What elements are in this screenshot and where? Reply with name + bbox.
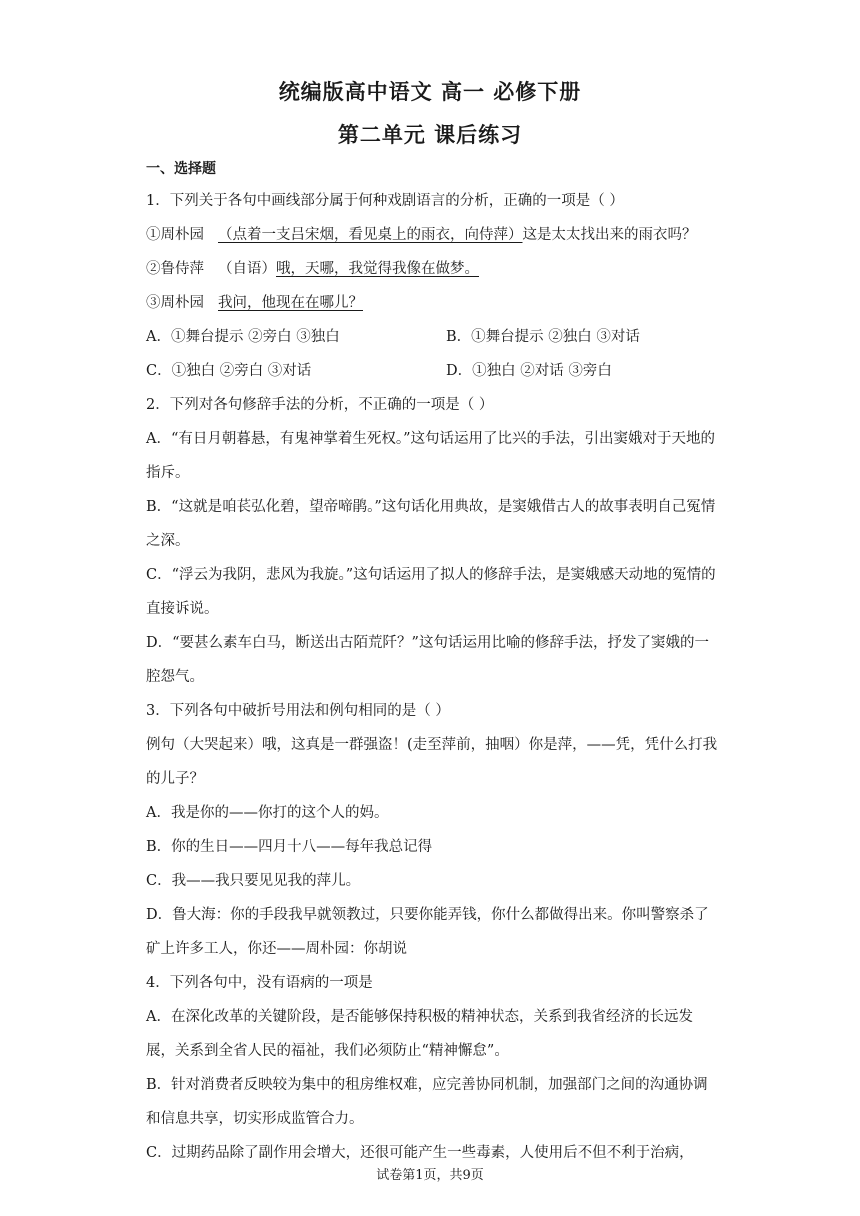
question-1-sentence-3 [146,286,718,320]
option-b: B．你的生日——四月十八——每年我总记得 [146,839,433,855]
question-1-options-row-2 [146,354,718,388]
option-c: C．“浮云为我阴，悲风为我旋。”这句话运用了拟人的修辞手法，是窦娥感天动地的冤情的直接诉说。 [146,567,716,617]
question-4-stem: 4．下列各句中，没有语病的一项是 [146,975,373,991]
option-a: A．“有日月朝暮悬，有鬼神掌着生死权。”这句话运用了比兴的手法，引出窦娥对于天地的指斥。 [146,431,716,481]
question-3-stem: 3．下列各句中破折号用法和例句相同的是（ ） [146,703,450,719]
option-d: D．鲁大海：你的手段我早就领教过，只要你能弄钱，你什么都做得出来。你叫警察杀了矿上许多工人，你还——周朴园：你胡说 [146,907,709,957]
page-subtitle: 第二单元 课后练习 [337,123,523,147]
question-2-stem: 2．下列对各句修辞手法的分析，不正确的一项是（ ） [146,397,494,413]
speaker-name: ②鲁侍萍 [146,261,204,277]
option-d: D．“要甚么素车白马，断送出古陌荒阡？”这句话运用比喻的修辞手法，抒发了窦娥的一腔怨气。 [146,635,709,685]
option-b: B．针对消费者反映较为集中的租房维权难，应完善协同机制，加强部门之间的沟通协调和信息共享，切实形成监管合力。 [146,1077,708,1127]
underlined-text: 我问，他现在在哪儿？ [218,295,363,311]
speaker-name: ③周朴园 [146,295,204,311]
example-sentence: 例句（大哭起来）哦，这真是一群强盗！(走至萍前，抽咽）你是萍，——凭，凭什么打我的儿子？ [146,737,718,787]
option-a: A．①舞台提示 ②旁白 ③独白 [146,329,340,345]
option-c: C．过期药品除了副作用会增大，还很可能产生一些毒素，人使用后不但不利于治病， [146,1145,694,1161]
question-1-options-row-1 [146,320,718,354]
option-c: C．①独白 ②旁白 ③对话 [146,363,312,379]
underlined-text: 哦，天哪，我觉得我像在做梦。 [276,261,479,277]
question-1-sentence-1 [146,218,718,252]
option-a: A．我是你的——你打的这个人的妈。 [146,805,389,821]
underlined-text: （点着一支吕宋烟，看见桌上的雨衣，向侍萍） [218,227,523,243]
page-title: 统编版高中语文 高一 必修下册 [278,80,582,104]
page-footer: 试卷第1页，共9页 [376,1168,484,1183]
option-b: B．“这就是咱苌弘化碧，望帝啼鹃。”这句话化用典故，是窦娥借古人的故事表明自己冤情之深。 [146,499,716,549]
option-b: B．①舞台提示 ②独白 ③对话 [446,329,640,345]
question-body [146,184,718,1170]
question-1-stem: 1．下列关于各句中画线部分属于何种戏剧语言的分析，正确的一项是（ ） [146,193,624,209]
sentence-text: 这是太太找出来的雨衣吗？ [522,227,697,243]
option-d: D．①独白 ②对话 ③旁白 [446,363,612,379]
sentence-text: （自语） [218,261,276,277]
option-c: C．我——我只要见见我的萍儿。 [146,873,361,889]
question-1-sentence-2 [146,252,718,286]
section-heading: 一、选择题 [146,161,216,177]
option-a: A．在深化改革的关键阶段，是否能够保持积极的精神状态，关系到我省经济的长远发展，关系到全省人民的福祉，我们必须防止“精神懈怠”。 [146,1009,693,1059]
speaker-name: ①周朴园 [146,227,204,243]
